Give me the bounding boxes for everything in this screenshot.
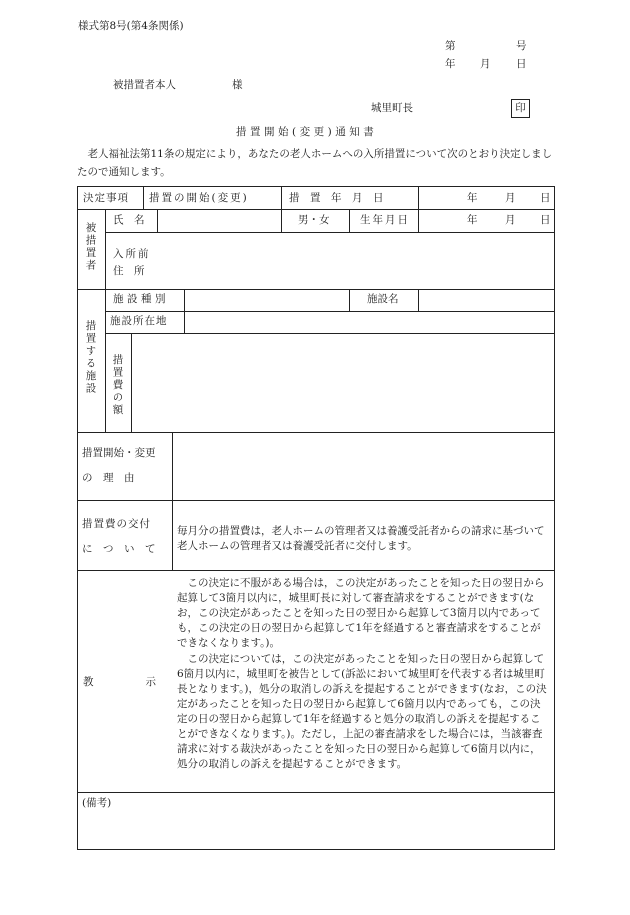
gender-options: 男・女 [298,214,330,226]
address-label-line1: 入所前 [113,248,151,260]
remarks-label: (備考) [82,797,112,809]
form-number: 様式第8号(第4条関係) [78,20,184,32]
name-label: 氏 名 [113,214,145,226]
measure-date-month: 月 [505,192,516,204]
measure-start-label: 措置の開始(変更) [149,192,249,204]
facility-location-label: 施設所在地 [110,315,168,327]
instruction-paragraph-1: この決定に不服がある場合は，この決定があったことを知った日の翌日から起算して3箇月以内に，城里町長に対して審査請求をすることができます(なお，この決定があったことを知った日の翌日から起算して3箇月以内であっても，この決定の日の翌日から起算して1年を経過すると審査請求をすることができなくなります。)。 [177,577,545,649]
issuer-name: 城里町長 [371,102,413,114]
document-title: 措置開始(変更)通知書 [236,126,378,138]
recipient-label: 被措置者本人 [113,79,176,91]
birth-date-label: 生年月日 [360,214,410,226]
reason-label-line1: 措置開始・変更 [82,447,156,459]
header-year: 年 [445,58,456,70]
doc-number-go: 号 [516,40,527,52]
recipient-honorific: 様 [232,79,243,91]
birth-day: 日 [540,214,551,226]
intro-text: 老人福祉法第11条の規定により，あなたの老人ホームへの入所措置について次のとおり決定しましたので通知します。 [77,148,553,178]
delivery-text: 毎月分の措置費は，老人ホームの管理者又は養護受託者からの請求に基づいて老人ホームの管理者又は養護受託者に交付します。 [177,525,545,552]
seal-stamp: 印 [511,99,530,118]
header-month: 月 [480,58,491,70]
birth-month: 月 [505,214,516,226]
measure-date-label: 措 置 年 月 日 [289,192,384,204]
decision-item-label: 決定事項 [83,192,129,204]
instruction-paragraph-2: この決定については，この決定があったことを知った日の翌日から起算して6箇月以内に，城里町を被告として(訴訟において城里町を代表する者は城里町長となります。)，処分の取消しの訴えを提起することができます(なお，この決定があったことを知った日の翌日から起算して6箇月以内であっても，この決定の日の翌日から起算して1年を経過すると処分の取消しの訴えを提起することができなくなります。)。ただし，上記の審査請求をした場合には，当該審査請求に対する裁決があったことを知った日の翌日から起算して6箇月以内に，処分の取消しの訴えを提起することができます。 [177,653,547,770]
reason-label-line2: の 理 由 [82,472,135,484]
facility-section-label: 措置する施設 [84,320,97,395]
facility-name-label: 施設名 [367,293,399,305]
address-label-line2: 住 所 [113,265,145,277]
cost-label: 措置費の額 [111,354,124,417]
measure-date-year: 年 [467,192,478,204]
birth-year: 年 [467,214,478,226]
doc-number-dai: 第 [445,40,456,52]
instruction-label: 教 示 [83,676,158,688]
header-day: 日 [516,58,527,70]
delivery-label-line1: 措置費の交付 [82,518,151,530]
notice-table [77,186,555,850]
facility-type-label: 施設種別 [113,293,169,305]
person-section-label: 被措置者 [84,222,97,272]
measure-date-day: 日 [540,192,551,204]
delivery-label-line2: に つ い て [82,543,156,555]
